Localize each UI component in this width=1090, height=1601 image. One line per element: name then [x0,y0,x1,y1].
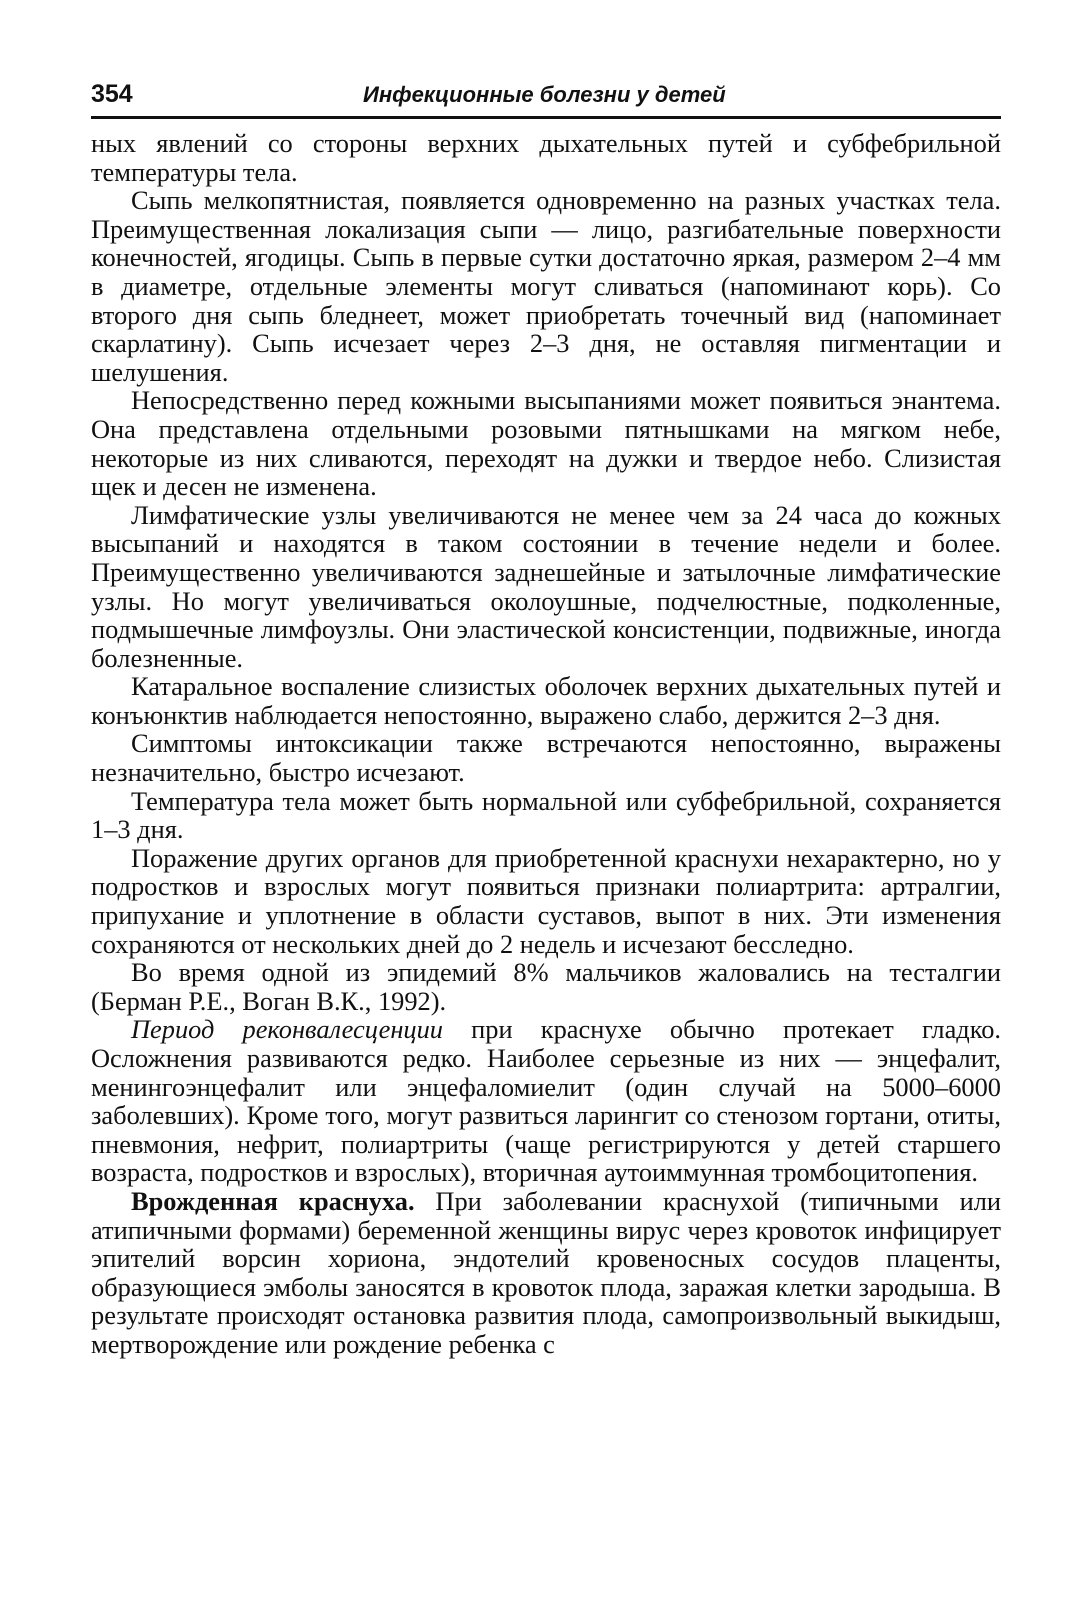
paragraph-text: При заболевании краснухой (типичными или атипичными формами) беременной женщины вирус через кровоток инфицирует эпителий ворсин хориона, эндотелий кровеносных сосудов плаценты, образующиеся эмболы заносятся в кровоток плода, заражая клетки зародыша. В результате происходят остановка развития плода, самопроизвольный выкидыш, мертворождение или рождение ребенка с [91,1185,1001,1359]
paragraph [91,1015,1001,1187]
book-page [91,76,1001,1359]
paragraph [91,386,1001,500]
paragraph [91,672,1001,729]
page-body [91,129,1001,1359]
paragraph-text: Симптомы интоксикации также встречаются непостоянно, выражены незначительно, быстро исчезают. [91,728,1001,788]
paragraph-text: Лимфатические узлы увеличиваются не менее чем за 24 часа до кожных высыпаний и находятся в таком состоянии в течение недели и более. Преимущественно увеличиваются заднешейные и затылочные лимфатические узлы. Но могут увеличиваться околоушные, подчелюстные, подколенные, подмышечные лимфоузлы. Они эластической консистенции, подвижные, иногда болезненные. [91,499,1001,673]
paragraph [91,844,1001,958]
paragraph-text: при краснухе обычно протекает гладко. Осложнения развиваются редко. Наиболее серьезные из них — энцефалит, менингоэнцефалит или энцефаломиелит (один случай на 5000–6000 заболевших). Кроме того, могут развиться ларингит со стенозом гортани, отиты, пневмония, нефрит, полиартриты (чаще регистрируются у детей старшего возраста, подростков и взрослых), вторичная аутоиммунная тромбоцитопения. [91,1014,1002,1188]
section-heading-inline: Врожденная краснуха. [131,1185,415,1216]
paragraph-text: Поражение других органов для приобретенной краснухи нехарактерно, но у подростков и взрослых могут появиться признаки полиартрита: артралгии, припухание и уплотнение в области суставов, выпот в них. Эти изменения сохраняются от нескольких дней до 2 недель и исчезают бесследно. [91,842,1001,959]
paragraph-lead-italic: Период реконвалесценции [131,1014,444,1045]
paragraph-text: Непосредственно перед кожными высыпаниями может появиться энантема. Она представлена отдельными розовыми пятнышками на мягком небе, некоторые из них сливаются, переходят на дужки и твердое небо. Слизистая щек и десен не изменена. [91,385,1001,502]
paragraph-text: Во время одной из эпидемий 8% мальчиков жаловались на тесталгии (Берман Р.Е., Воган В.К., 1992). [91,957,1001,1016]
paragraph-text: Катаральное воспаление слизистых оболочек верхних дыхательных путей и конъюнктив наблюдается непостоянно, выражено слабо, держится 2–3 дня. [91,671,1001,730]
paragraph [91,729,1001,786]
paragraph-text: ных явлений со стороны верхних дыхательных путей и субфебрильной температуры тела. [91,128,1001,187]
paragraph [91,501,1001,673]
paragraph-text: Температура тела может быть нормальной или субфебрильной, сохраняется 1–3 дня. [91,785,1001,845]
page-header [91,76,1001,119]
page-number: 354 [91,80,133,108]
paragraph [91,787,1001,844]
paragraph-text: Сыпь мелкопятнистая, появляется одновременно на разных участках тела. Преимущественная локализация сыпи — лицо, разгибательные поверхности конечностей, ягодицы. Сыпь в первые сутки достаточно яркая, размером 2–4 мм в диаметре, отдельные элементы могут сливаться (напоминают корь). Со второго дня сыпь бледнеет, может приобретать точечный вид (напоминает скарлатину). Сыпь исчезает через 2–3 дня, не оставляя пигментации и шелушения. [91,185,1001,387]
paragraph [91,958,1001,1015]
paragraph [91,186,1001,386]
paragraph [91,1187,1001,1359]
paragraph [91,129,1001,186]
running-title: Инфекционные болезни у детей [363,82,726,107]
